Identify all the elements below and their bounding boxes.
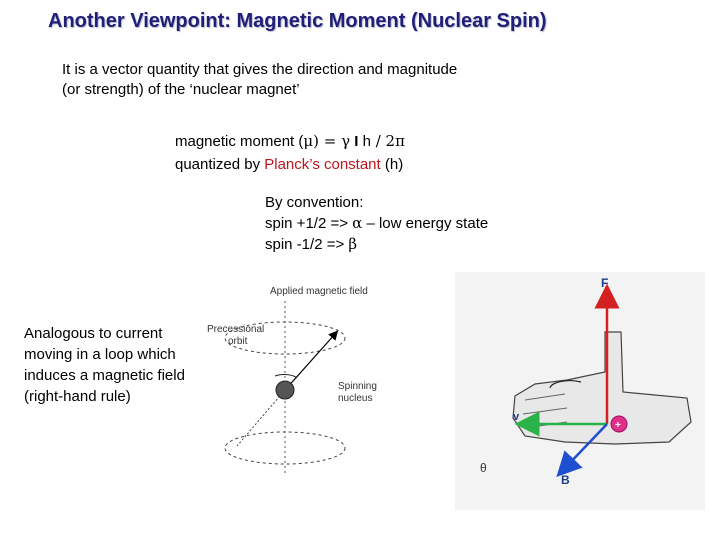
spin-minus-label: spin -1/2 => [265, 236, 349, 253]
formula-equals: ) = [313, 132, 342, 150]
moment-vector-tail [237, 390, 285, 446]
velocity-label: v [513, 411, 520, 423]
spin-convention [265, 192, 488, 255]
formula-block [175, 130, 405, 176]
spinning-nucleus [276, 381, 294, 399]
quantized-prefix: quantized by [175, 156, 265, 173]
planck-constant-label: Planck’s constant [264, 156, 381, 173]
theta-label: θ [480, 461, 487, 475]
alpha-symbol: α [352, 214, 363, 232]
nucleus-label-1: Spinning [338, 381, 377, 392]
intro-line-1: It is a vector quantity that gives the direction and magnitude [62, 61, 458, 78]
planck-h: h [358, 133, 371, 150]
spin-rotation-arrow [275, 374, 297, 378]
field-label: Applied magnetic field [270, 286, 368, 297]
spin-precession-diagram [205, 278, 405, 478]
slide-title: Another Viewpoint: Magnetic Moment (Nuclear Spin) [48, 10, 547, 32]
intro-text [62, 60, 457, 100]
convention-alpha-line [265, 213, 488, 234]
moment-vector [285, 334, 335, 390]
field-label-b: B [561, 473, 570, 487]
mu-symbol: μ [303, 132, 314, 150]
formula-prefix: magnetic moment ( [175, 133, 304, 150]
right-hand-rule-diagram [455, 272, 705, 510]
low-energy-label: – low energy state [362, 215, 489, 232]
gamma-symbol: γ [341, 132, 351, 150]
pi-symbol: π [395, 132, 405, 150]
charge-sign: + [615, 420, 621, 431]
spin-plus-label: spin +1/2 => [265, 215, 353, 232]
intro-line-2: (or strength) of the ‘nuclear magnet’ [62, 81, 300, 98]
analogy-text: Analogous to current moving in a loop which induces a magnetic field (right-hand rule) [24, 325, 185, 405]
orbit-label-1: Precessional [207, 324, 265, 335]
orbit-label-2: orbit [228, 336, 248, 347]
formula-divisor: / 2 [370, 132, 396, 150]
beta-symbol: β [348, 235, 358, 253]
convention-heading: By convention: [265, 194, 364, 211]
force-label: F [601, 276, 609, 290]
nucleus-label-2: nucleus [338, 393, 373, 404]
magnetic-moment-formula [175, 130, 405, 153]
spin-quantum-number: I [354, 133, 359, 150]
quantized-line [175, 153, 405, 176]
quantized-suffix: (h) [380, 156, 404, 173]
convention-beta-line [265, 234, 488, 255]
